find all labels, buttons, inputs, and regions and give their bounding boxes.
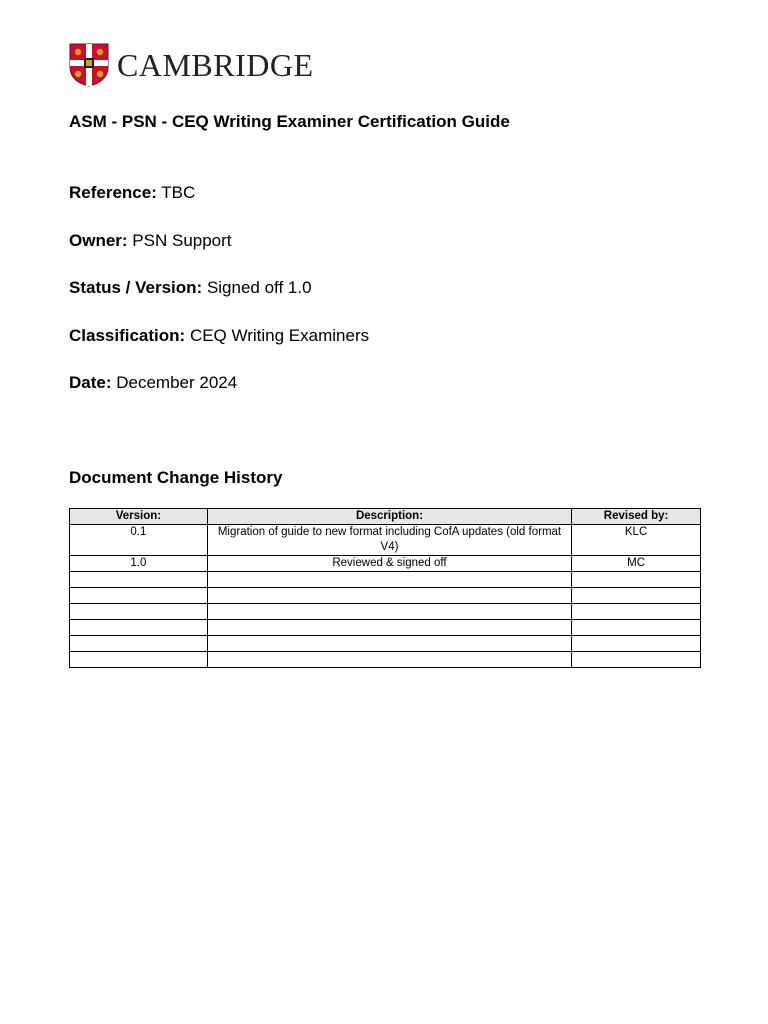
meta-reference bbox=[69, 183, 195, 203]
revised-by-cell bbox=[572, 604, 701, 620]
version-cell bbox=[70, 620, 208, 636]
change-history-table bbox=[69, 508, 701, 668]
version-cell bbox=[70, 572, 208, 588]
meta-date bbox=[69, 373, 237, 393]
version-cell: 0.1 bbox=[70, 525, 208, 556]
version-header: Version: bbox=[70, 509, 208, 525]
table-row bbox=[70, 572, 701, 588]
table-row bbox=[70, 636, 701, 652]
reference-label: Reference: bbox=[69, 183, 157, 202]
owner-value: PSN Support bbox=[132, 231, 232, 250]
table-row bbox=[70, 652, 701, 668]
classification-value: CEQ Writing Examiners bbox=[189, 326, 370, 345]
version-cell bbox=[70, 604, 208, 620]
description-cell bbox=[207, 604, 571, 620]
version-cell: 1.0 bbox=[70, 556, 208, 572]
revised-by-cell: MC bbox=[572, 556, 701, 572]
date-value: December 2024 bbox=[116, 373, 238, 392]
description-cell: Migration of guide to new format including CofA updates (old format V4) bbox=[207, 525, 571, 556]
table-row bbox=[70, 604, 701, 620]
revised-by-cell bbox=[572, 588, 701, 604]
revised-by-cell bbox=[572, 636, 701, 652]
status-value: Signed off 1.0 bbox=[206, 278, 312, 297]
table-row bbox=[70, 620, 701, 636]
revised-by-cell bbox=[572, 652, 701, 668]
revised-by-cell bbox=[572, 572, 701, 588]
date-label: Date: bbox=[69, 373, 112, 392]
version-cell bbox=[70, 636, 208, 652]
description-cell bbox=[207, 652, 571, 668]
version-cell bbox=[70, 652, 208, 668]
brand-wordmark: CAMBRIDGE bbox=[117, 47, 314, 83]
description-cell bbox=[207, 636, 571, 652]
description-cell: Reviewed & signed off bbox=[207, 556, 571, 572]
revised-by-cell: KLC bbox=[572, 525, 701, 556]
table-row bbox=[70, 525, 701, 556]
owner-label: Owner: bbox=[69, 231, 128, 250]
table-row bbox=[70, 588, 701, 604]
table-header-row bbox=[70, 509, 701, 525]
revised-by-cell bbox=[572, 620, 701, 636]
cambridge-logo bbox=[69, 42, 314, 88]
document-title: ASM - PSN - CEQ Writing Examiner Certification Guide bbox=[69, 112, 510, 131]
description-header: Description: bbox=[207, 509, 571, 525]
version-cell bbox=[70, 588, 208, 604]
reference-value: TBC bbox=[161, 183, 196, 202]
meta-classification bbox=[69, 326, 369, 346]
meta-owner bbox=[69, 231, 232, 251]
status-label: Status / Version: bbox=[69, 278, 203, 297]
description-cell bbox=[207, 572, 571, 588]
meta-status bbox=[69, 278, 312, 298]
change-history-title: Document Change History bbox=[69, 468, 283, 487]
revised-by-header: Revised by: bbox=[572, 509, 701, 525]
classification-label: Classification: bbox=[69, 326, 186, 345]
cambridge-crest-icon bbox=[69, 43, 109, 87]
description-cell bbox=[207, 620, 571, 636]
description-cell bbox=[207, 588, 571, 604]
table-row bbox=[70, 556, 701, 572]
